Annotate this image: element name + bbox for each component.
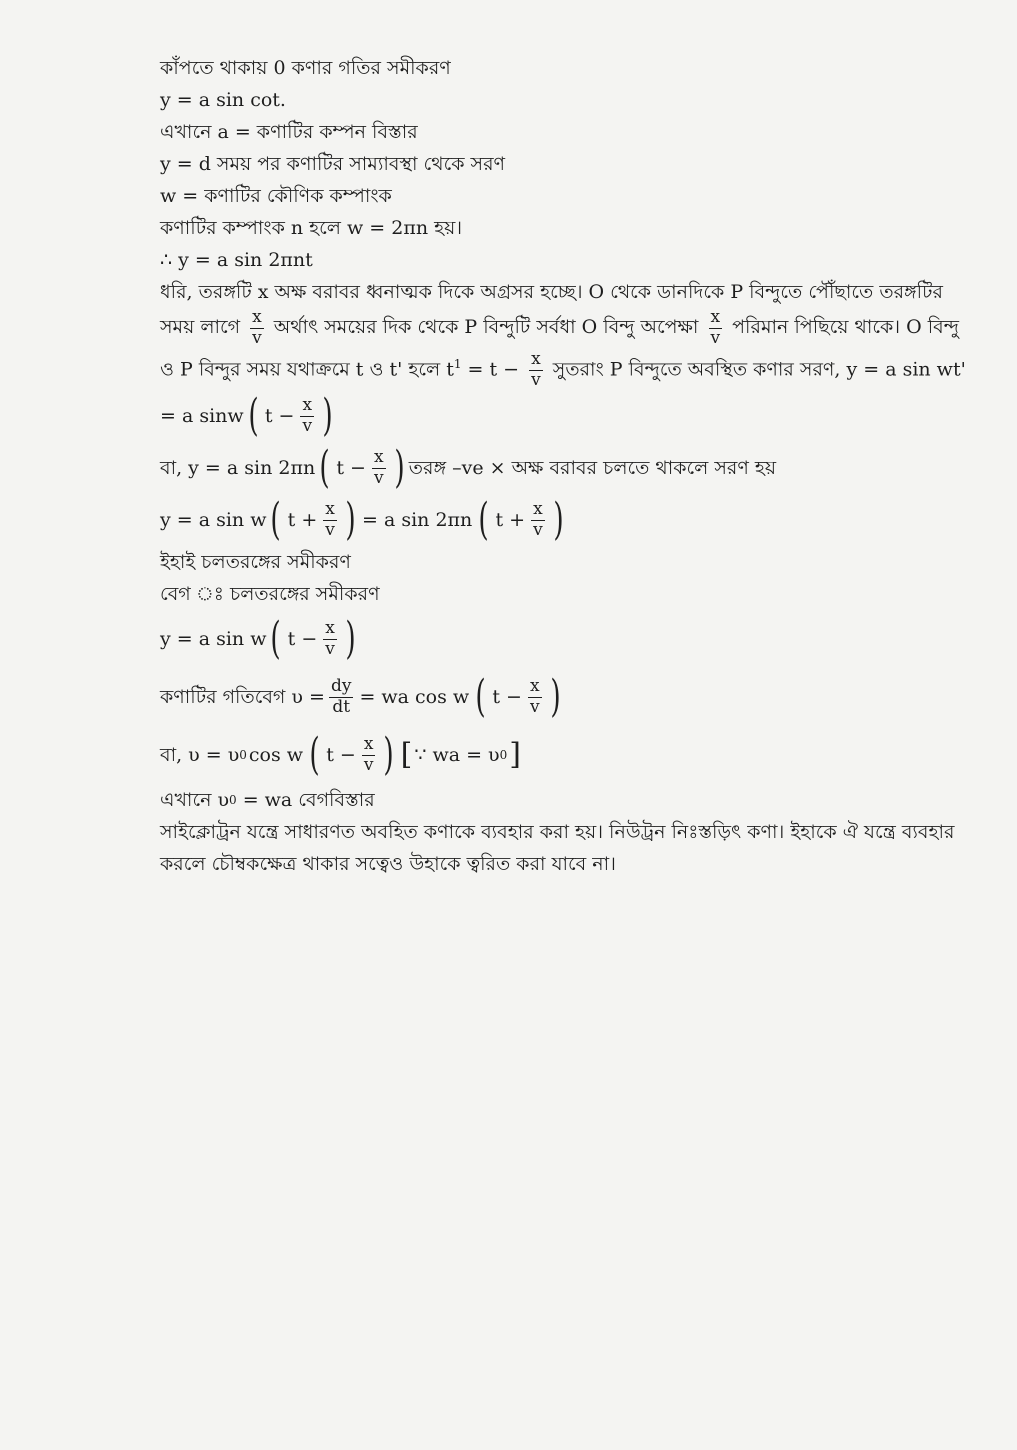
- paragraph-wave-derivation: ধরি, তরঙ্গটি x অক্ষ বরাবর ধ্বনাত্মক দিকে অগ্রসর হচ্ছে। O থেকে ডানদিকে P বিন্দুতে পৌঁছাতে তরঙ্গটির সময় লাগে $\frac{x}{v}$ অর্থাৎ সময়ের দিক থেকে P বিন্দুটি সর্বধা O বিন্দু অপেক্ষা $\frac{x}{v}$ পরিমান পিছিয়ে থাকে। O বিন্দু ও P বিন্দুর সময় যথাক্রমে t ও t' হলে $t^1 = t$ − $\frac{x}{v}$ সুতরাং P বিন্দুতে অবস্থিত কণার সরণ, y = a sin wt': [160, 281, 966, 390]
- equation-line: y = a sin cot.: [160, 88, 286, 111]
- equation-line: কণাটির গতিবেগ υ = $\frac{dy}{dt}$ = wa cos w ( t − $\frac{x}{v}$ ): [160, 671, 561, 723]
- fraction-x-over-v: $\frac{x}{v}$: [252, 307, 262, 348]
- fraction-x-over-v: $\frac{x}{v}$: [710, 307, 721, 348]
- equation-line: = a sinw ( t − $\frac{x}{v}$ ): [160, 390, 333, 442]
- equation-line: ∴ y = a sin 2πnt: [160, 248, 313, 271]
- section-heading: বেগ ঃ চলতরঙ্গের সমীকরণ: [160, 582, 380, 605]
- text-line: কণাটির কম্পাংক n হলে w = 2πn হয়।: [160, 216, 463, 239]
- equation-line: বা, υ = υ 0 cos w ( t − $\frac{x}{v}$ ) [ ∵ wa = υ 0 ]: [160, 729, 521, 781]
- document-body: [160, 52, 970, 880]
- text-line: এখানে υ 0 = wa বেগবিস্তার: [160, 788, 375, 811]
- equation-line: y = a sin w ( t − $\frac{x}{v}$ ): [160, 613, 356, 665]
- text-line: y = d সময় পর কণাটির সাম্যাবস্থা থেকে সরণ: [160, 152, 506, 175]
- text-line: ইহাই চলতরঙ্গের সমীকরণ: [160, 550, 351, 573]
- text-line: এখানে a = কণাটির কম্পন বিস্তার: [160, 120, 418, 143]
- fraction-x-over-v: $\frac{x}{v}$: [531, 349, 541, 390]
- text-line: কাঁপতে থাকায় 0 কণার গতির সমীকরণ: [160, 56, 451, 79]
- equation-line: y = a sin w ( t + $\frac{x}{v}$ ) = a sin 2πn ( t + $\frac{x}{v}$ ): [160, 494, 564, 546]
- paragraph-cyclotron: সাইক্লোট্রন যন্ত্রে সাধারণত অবহিত কণাকে ব্যবহার করা হয়। নিউট্রন নিঃস্তড়িৎ কণা। ইহাকে ঐ যন্ত্রে ব্যবহার করলে চৌম্বকক্ষেত্র থাকার সত্বেও উহাকে ত্বরিত করা যাবে না।: [160, 821, 955, 876]
- text-line: w = কণাটির কৌণিক কম্পাংক: [160, 184, 392, 207]
- equation-line: বা, y = a sin 2πn ( t − $\frac{x}{v}$ ) তরঙ্গ –ve × অক্ষ বরাবর চলতে থাকলে সরণ হয়: [160, 442, 777, 494]
